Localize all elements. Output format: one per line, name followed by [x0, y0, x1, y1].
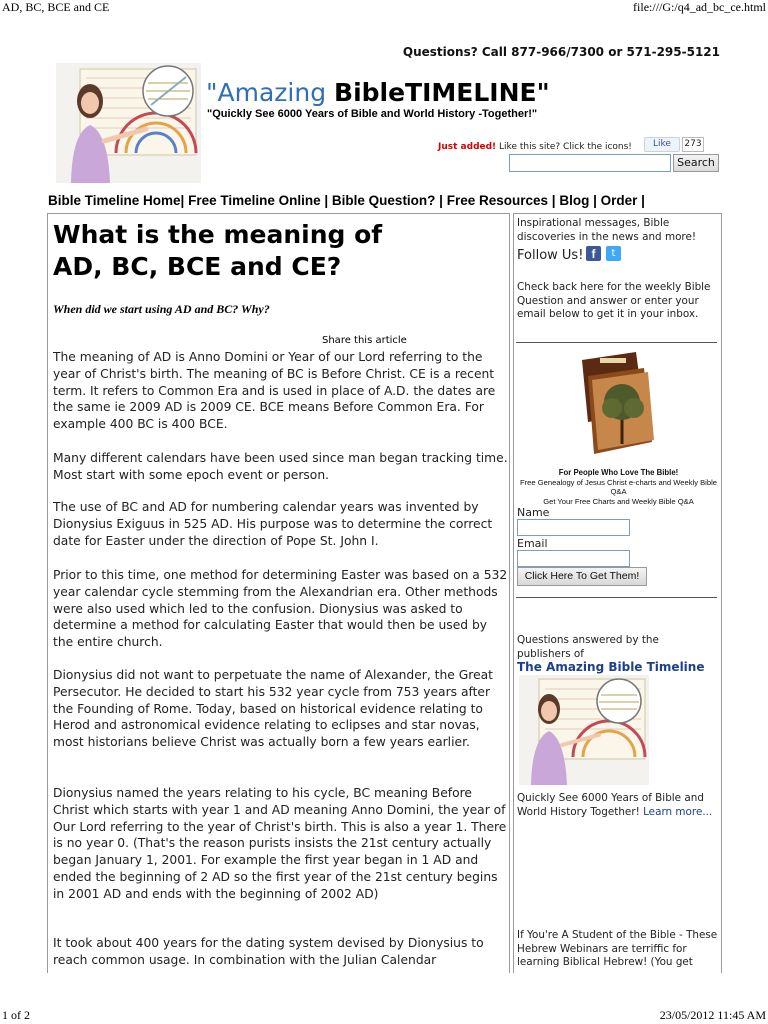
article-paragraph: Dionysius named the years relating to his cycle, BC meaning Before Christ which starts with year 1 and AD meaning Anno Domini, the year of Our Lord referring to the year of Christ's birth. This is also a year 1. There is no year 0. (That's the reason purists insists the 21st century actually began January 1, 2001. For example the first year began in 1 AD and ended the beginning of 2 AD so the first year of the 21st century begins in 2001 AD and ends with the beginning of 2002 AD): [53, 786, 507, 901]
follow-us-label: Follow Us!: [517, 248, 584, 263]
promo-heading: For People Who Love The Bible!: [558, 468, 679, 477]
article-paragraph: The meaning of AD is Anno Domini or Year of our Lord referring to the year of Christ's birth. The meaning of BC is Before Christ. CE is a recent term. It refers to Common Era and is used in place of A.D. the dates are the same ie 2009 AD is 2009 CE. BCE means Before Common Era. For example 400 BC is 400 BCE.: [53, 350, 496, 432]
get-them-button[interactable]: Click Here To Get Them!: [517, 567, 647, 586]
hebrew-webinars-text: If You're A Student of the Bible - These Hebrew Webinars are terriffic for learning Biblical Hebrew! (You get: [517, 929, 718, 968]
search-input[interactable]: [509, 154, 671, 172]
article-paragraph: Many different calendars have been used since man began tracking time. Most start with some epoch event or person.: [53, 451, 508, 482]
sidebar-divider: [516, 597, 717, 598]
title-amazing: Amazing: [217, 78, 335, 107]
nav-blog[interactable]: Blog |: [559, 193, 597, 208]
phone-contact: Questions? Call 877-966/7300 or 571-295-5121: [402, 45, 720, 59]
questions-answered-text: Questions answered by the publishers of: [517, 634, 659, 660]
promo-line2: Free Genealogy of Jesus Christ e-charts and Weekly Bible Q&A: [520, 477, 717, 496]
article-paragraph: The use of BC and AD for numbering calendar years was invented by Dionysius Exiguus in 525 AD. His purpose was to determine the correct date for Easter under the direction of Pope St. John I.: [53, 500, 493, 548]
print-title: AD, BC, BCE and CE: [2, 0, 110, 14]
nav-order[interactable]: Order |: [600, 193, 645, 208]
article-paragraph: Dionysius did not want to perpetuate the name of Alexander, the Great Persecutor. He decided to start his 532 year cycle from 753 years after the Founding of Rome. Today, based on historical evidence relating to Herod and astronomical evidence relating to eclipses and star novas, most historians believe Christ was actually born a few years earlier.: [53, 668, 493, 750]
article-paragraph: It took about 400 years for the dating system devised by Dionysius to reach common usage. In combination with the Julian Calendar: [53, 936, 484, 967]
site-title[interactable]: [206, 78, 550, 107]
share-article-link[interactable]: Share this article: [322, 335, 407, 346]
nav-free-resources[interactable]: Free Resources |: [446, 193, 556, 208]
just-added-label: Just added!: [438, 142, 497, 152]
article-title: [53, 219, 503, 283]
promo-text: [517, 468, 720, 506]
main-nav: [48, 193, 645, 208]
print-datetime: 23/05/2012 11:45 AM: [659, 1008, 766, 1022]
article-subtitle: When did we start using AD and BC? Why?: [53, 302, 270, 316]
like-prompt: Like this site? Click the icons!: [499, 142, 632, 152]
twitter-icon[interactable]: t: [606, 246, 621, 261]
amazing-bible-timeline-link[interactable]: The Amazing Bible Timeline: [517, 660, 705, 674]
sidebar-divider: [516, 342, 717, 343]
sidebar-frame: [513, 213, 722, 973]
like-count: 273: [682, 137, 704, 152]
quickly-see-text: [517, 792, 720, 819]
search-button[interactable]: Search: [673, 154, 719, 172]
just-added-notice: [438, 142, 632, 152]
quote-open: ": [206, 78, 218, 107]
site-tagline: "Quickly See 6000 Years of Bible and World History -Together!": [207, 108, 538, 120]
quote-close: ": [536, 78, 550, 107]
name-field[interactable]: [517, 519, 630, 536]
facebook-icon[interactable]: f: [586, 246, 601, 261]
sidebar-intro: Inspirational messages, Bible discoveries in the news and more!: [517, 217, 697, 243]
article-title-line1: What is the meaning of: [53, 220, 383, 249]
nav-free-timeline-online[interactable]: Free Timeline Online |: [188, 193, 329, 208]
quickly-see-copy: Quickly See 6000 Years of Bible and World History Together!: [517, 792, 704, 818]
facebook-like-button[interactable]: Like: [644, 137, 680, 152]
print-header: [0, 0, 768, 16]
email-label: Email: [517, 537, 548, 550]
print-footer: [0, 1008, 768, 1024]
title-bible-timeline: BibleTIMELINE: [334, 78, 537, 107]
sidebar-check-back: Check back here for the weekly Bible Question and answer or enter your email below to get it in your inbox.: [517, 281, 711, 320]
promo-line3: Get Your Free Charts and Weekly Bible Q&A: [543, 496, 694, 506]
print-url: file:///G:/q4_ad_bc_ce.html: [633, 0, 766, 14]
hero-woman-timeline-image[interactable]: [56, 63, 201, 183]
article-title-line2: AD, BC, BCE and CE?: [53, 252, 342, 281]
email-field[interactable]: [517, 550, 630, 567]
article-paragraph: Prior to this time, one method for determining Easter was based on a 532 year calendar cycle stemming from the Alexandrian era. Other methods were also used which led to the confusion. Dionysius was asked to determine a method for calculating Easter that would then be used by the entire church.: [53, 568, 508, 650]
nav-bible-question[interactable]: Bible Question? |: [331, 193, 443, 208]
genealogy-book-image: [574, 350, 656, 456]
name-label: Name: [517, 506, 550, 519]
timeline-promo-image[interactable]: [519, 675, 649, 785]
learn-more-link[interactable]: Learn more...: [643, 805, 713, 818]
page-number: 1 of 2: [2, 1008, 30, 1022]
nav-bible-timeline-home[interactable]: Bible Timeline Home|: [48, 193, 185, 208]
